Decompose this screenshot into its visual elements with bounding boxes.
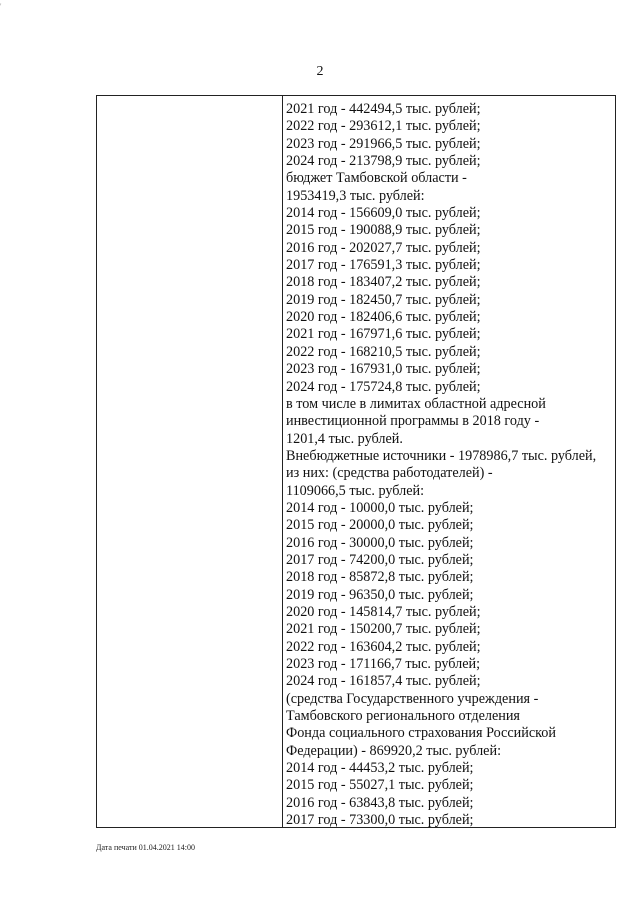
text-line: 2020 год - 145814,7 тыс. рублей; xyxy=(286,603,481,620)
text-line: 2021 год - 167971,6 тыс. рублей; xyxy=(286,326,481,343)
text-line: 2015 год - 20000,0 тыс. рублей; xyxy=(286,517,474,534)
text-line: 2024 год - 213798,9 тыс. рублей; xyxy=(286,153,481,170)
text-line: Федерации) - 869920,2 тыс. рублей: xyxy=(286,742,502,759)
text-line: 2023 год - 171166,7 тыс. рублей; xyxy=(286,656,481,672)
text-line: 2023 год - 167931,0 тыс. рублей; xyxy=(286,361,481,378)
text-line: 2019 год - 96350,0 тыс. рублей; xyxy=(286,586,474,603)
text-line: 1953419,3 тыс. рублей: xyxy=(286,187,425,204)
column-divider xyxy=(282,96,283,827)
text-line: 2017 год - 176591,3 тыс. рублей; xyxy=(286,257,481,274)
text-line: 2019 год - 182450,7 тыс. рублей; xyxy=(286,291,481,308)
text-line: бюджет Тамбовской области - xyxy=(286,170,467,187)
text-line: 2014 год - 10000,0 тыс. рублей; xyxy=(286,499,474,516)
text-line: 2016 год - 63843,8 тыс. рублей; xyxy=(286,794,474,811)
text-line: 2021 год - 150200,7 тыс. рублей; xyxy=(286,621,481,638)
text-line: Внебюджетные источники - 1978986,7 тыс. рублей, xyxy=(286,447,597,464)
text-line: Фонда социального страхования Российской xyxy=(286,725,556,742)
text-line: 2021 год - 442494,5 тыс. рублей; xyxy=(286,101,481,117)
text-line: 2023 год - 291966,5 тыс. рублей; xyxy=(286,135,481,152)
text-line: 2014 год - 44453,2 тыс. рублей; xyxy=(286,760,474,777)
text-line: 2017 год - 73300,0 тыс. рублей; xyxy=(286,812,474,829)
document-table xyxy=(96,95,616,828)
text-line: 2014 год - 156609,0 тыс. рублей; xyxy=(286,205,481,222)
text-line: инвестиционной программы в 2018 году - xyxy=(286,413,540,430)
text-line: 2015 год - 55027,1 тыс. рублей; xyxy=(286,777,474,794)
text-line: 2018 год - 183407,2 тыс. рублей; xyxy=(286,274,481,291)
text-line: 2015 год - 190088,9 тыс. рублей; xyxy=(286,222,481,239)
text-line: 2022 год - 168210,5 тыс. рублей; xyxy=(286,343,481,360)
text-line: 2022 год - 163604,2 тыс. рублей; xyxy=(286,638,481,655)
text-line: 2024 год - 175724,8 тыс. рублей; xyxy=(286,378,481,395)
print-date-footer: Дата печати 01.04.2021 14:00 xyxy=(96,843,195,852)
text-line: в том числе в лимитах областной адресной xyxy=(286,395,546,412)
text-line: (средства Государственного учреждения - xyxy=(286,690,539,707)
page-number: 2 xyxy=(316,64,324,79)
text-line: 2017 год - 74200,0 тыс. рублей; xyxy=(286,551,474,568)
text-line: из них: (средства работодателей) - xyxy=(286,465,493,482)
text-line: 2016 год - 202027,7 тыс. рублей; xyxy=(286,239,481,256)
text-line: 2024 год - 161857,4 тыс. рублей; xyxy=(286,673,481,690)
text-line: 2018 год - 85872,8 тыс. рублей; xyxy=(286,569,474,586)
funding-text-column xyxy=(286,101,616,829)
text-line: 2022 год - 293612,1 тыс. рублей; xyxy=(286,118,481,135)
text-line: 2020 год - 182406,6 тыс. рублей; xyxy=(286,309,481,326)
text-line: 1201,4 тыс. рублей. xyxy=(286,430,403,447)
text-line: 2016 год - 30000,0 тыс. рублей; xyxy=(286,534,474,551)
scan-corner-mark: ' xyxy=(0,2,2,11)
text-line: 1109066,5 тыс. рублей: xyxy=(286,482,425,499)
text-line: Тамбовского регионального отделения xyxy=(286,708,520,725)
